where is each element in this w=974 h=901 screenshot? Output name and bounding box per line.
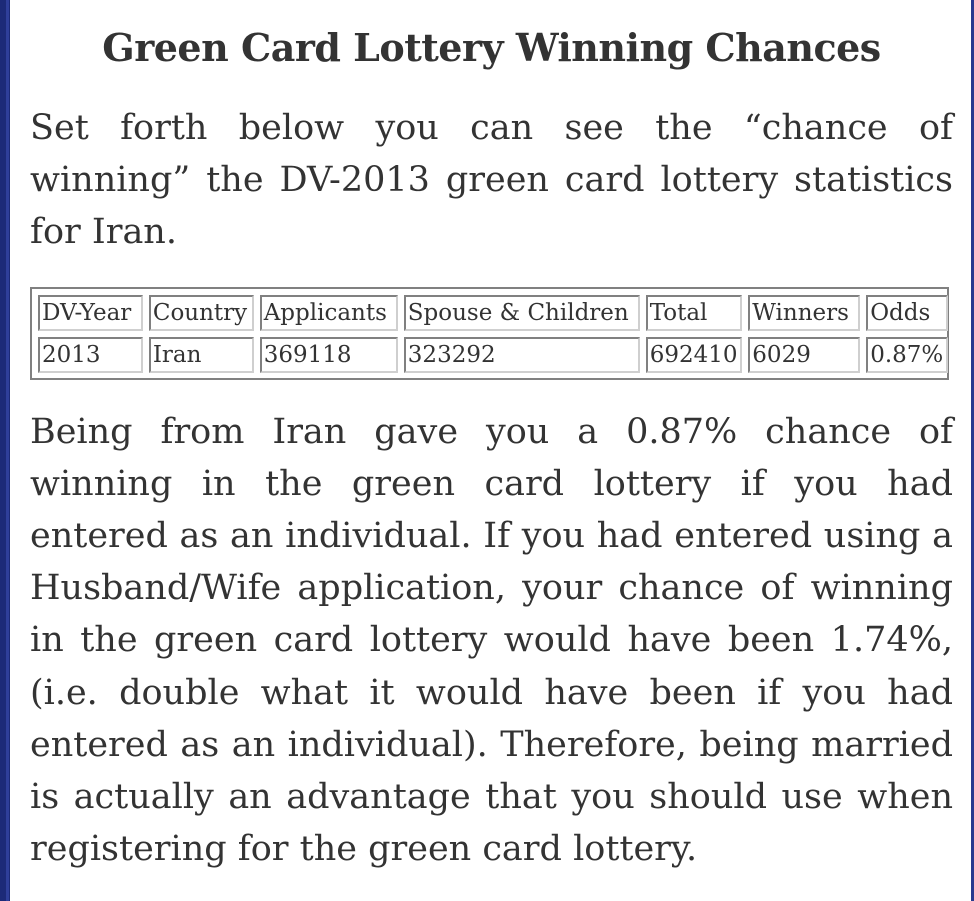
cell-dv-year: 2013 bbox=[38, 337, 143, 373]
explanation-paragraph: Being from Iran gave you a 0.87% chance of winning in the green card lottery if you had entered as an individual. If you had entered using a Husband/Wife application, your chance of winning in the green card lottery would have been 1.74%, (i.e. double what it would have been if you had entered as an individual). Therefore, being married is actually an advantage that you should use when registering for the green card lottery. bbox=[30, 411, 953, 870]
left-accent-bar bbox=[0, 0, 10, 901]
statistics-table bbox=[32, 289, 954, 379]
cell-winners: 6029 bbox=[748, 337, 860, 373]
header-dv-year: DV-Year bbox=[38, 295, 143, 331]
header-country: Country bbox=[149, 295, 254, 331]
header-odds: Odds bbox=[866, 295, 948, 331]
header-applicants: Applicants bbox=[260, 295, 398, 331]
header-winners: Winners bbox=[748, 295, 860, 331]
table-row bbox=[38, 337, 948, 373]
cell-applicants: 369118 bbox=[260, 337, 398, 373]
header-total: Total bbox=[646, 295, 743, 331]
article bbox=[30, 0, 953, 875]
cell-total: 692410 bbox=[646, 337, 743, 373]
page-title: Green Card Lottery Winning Chances bbox=[102, 25, 881, 70]
statistics-table-frame bbox=[30, 287, 949, 380]
table-header-row bbox=[38, 295, 948, 331]
intro-paragraph: Set forth below you can see the “chance of winning” the DV-2013 green card lottery statistics for Iran. bbox=[30, 108, 953, 253]
cell-spouse-children: 323292 bbox=[404, 337, 640, 373]
header-spouse-children: Spouse & Children bbox=[404, 295, 640, 331]
cell-odds: 0.87% bbox=[866, 337, 948, 373]
cell-country: Iran bbox=[149, 337, 254, 373]
